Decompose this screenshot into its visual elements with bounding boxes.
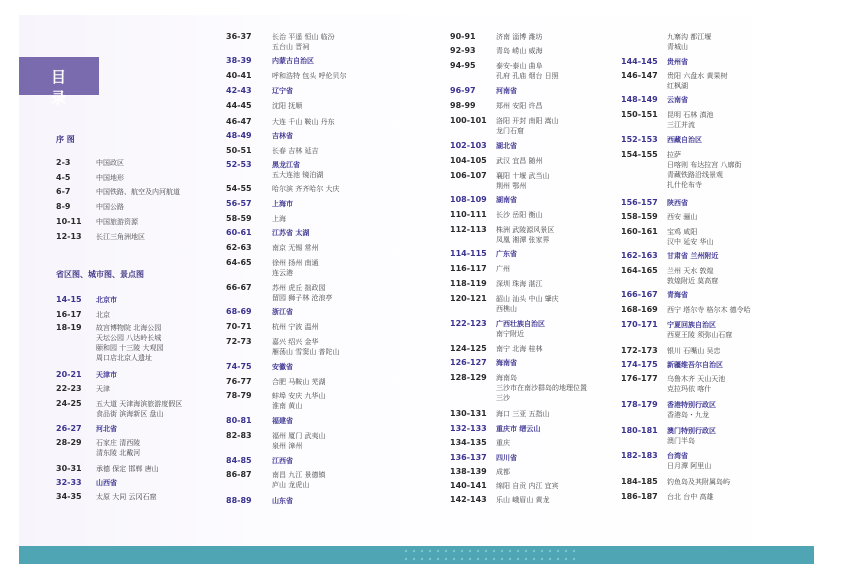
- entry-title: 福州 厦门 武夷山: [272, 432, 326, 440]
- entry-title: 哈尔滨 齐齐哈尔 大庆: [272, 185, 340, 193]
- page-range: 172-173: [621, 346, 658, 355]
- entry-subtitle: 庐山 龙虎山: [272, 481, 310, 489]
- continued-entry-line: 青城山: [667, 43, 688, 51]
- entry-title: 大连 千山 鞍山 丹东: [272, 118, 335, 126]
- entry-title: 中国公路: [96, 203, 124, 211]
- page-range: 182-183: [621, 451, 658, 460]
- page-range: 62-63: [226, 243, 252, 252]
- page-range: 18-19: [56, 323, 82, 332]
- page-range: 160-161: [621, 227, 658, 236]
- page-range: 150-151: [621, 110, 658, 119]
- entry-title: 海南省: [496, 358, 517, 367]
- page-range: 124-125: [450, 344, 487, 353]
- page-range: 122-123: [450, 319, 487, 328]
- entry-subtitle: 敦煌附近 莫高窟: [667, 277, 719, 285]
- entry-title: 青岛 崂山 威海: [496, 47, 543, 55]
- page-range: 100-101: [450, 116, 487, 125]
- entry-subtitle: 红枫湖: [667, 82, 688, 90]
- page-range: 130-131: [450, 409, 487, 418]
- entry-title: 长沙 岳阳 衡山: [496, 211, 543, 219]
- entry-title: 重庆: [496, 439, 510, 447]
- entry-title: 陕西省: [667, 198, 688, 207]
- page-range: 176-177: [621, 374, 658, 383]
- page-range: 94-95: [450, 61, 476, 70]
- entry-subtitle: 克拉玛依 喀什: [667, 385, 712, 393]
- entry-title: 兰州 天水 敦煌: [667, 267, 714, 275]
- entry-subtitle: 淮南 黄山: [272, 402, 303, 410]
- entry-title: 郑州 安阳 许昌: [496, 102, 543, 110]
- page-range: 142-143: [450, 495, 487, 504]
- entry-title: 江西省: [272, 456, 293, 465]
- toc-column-3: [450, 0, 620, 560]
- entry-title: 广西壮族自治区: [496, 319, 545, 328]
- entry-title: 五大道 天津海滨旅游度假区: [96, 400, 183, 408]
- entry-title: 辽宁省: [272, 86, 293, 95]
- entry-subtitle: 西樵山: [496, 305, 517, 313]
- entry-title: 武汉 宜昌 随州: [496, 157, 543, 165]
- entry-title: 天津: [96, 385, 110, 393]
- entry-title: 台湾省: [667, 451, 688, 460]
- entry-subtitle: 留园 狮子林 沧浪亭: [272, 294, 333, 302]
- entry-subtitle: 青藏铁路沿线景观: [667, 171, 723, 179]
- page-range: 50-51: [226, 146, 252, 155]
- toc-column-2: [226, 0, 446, 560]
- page-range: 84-85: [226, 456, 252, 465]
- entry-subtitle: 五大连池 镜泊湖: [272, 171, 324, 179]
- page-range: 180-181: [621, 426, 658, 435]
- entry-title: 呼和浩特 包头 呼伦贝尔: [272, 72, 347, 80]
- entry-title: 济南 淄博 潍坊: [496, 33, 543, 41]
- entry-title: 襄阳 十堰 武当山: [496, 172, 550, 180]
- page-range: 158-159: [621, 212, 658, 221]
- page-range: 74-75: [226, 362, 252, 371]
- entry-title: 长春 吉林 延吉: [272, 147, 319, 155]
- entry-title: 长江三角洲地区: [96, 233, 145, 241]
- page-range: 162-163: [621, 251, 658, 260]
- page-range: 36-37: [226, 32, 252, 41]
- entry-subtitle: 三沙市在南沙群岛的地理位置: [496, 384, 587, 392]
- entry-title: 中国政区: [96, 159, 124, 167]
- entry-title: 浙江省: [272, 307, 293, 316]
- toc-column-1: [56, 0, 226, 560]
- entry-title: 杭州 宁波 温州: [272, 323, 319, 331]
- page-range: 38-39: [226, 56, 252, 65]
- entry-title: 黑龙江省: [272, 160, 300, 169]
- entry-title: 广东省: [496, 249, 517, 258]
- entry-title: 新疆维吾尔自治区: [667, 360, 723, 369]
- entry-title: 贵阳 六盘水 黄果树: [667, 72, 728, 80]
- toc-title: 目 录: [51, 68, 76, 107]
- continued-entry-line: 九寨沟 都江堰: [667, 33, 712, 41]
- entry-title: 贵州省: [667, 57, 688, 66]
- entry-title: 长治 平遥 恒山 临汾: [272, 33, 335, 41]
- entry-title: 合肥 马鞍山 芜湖: [272, 378, 326, 386]
- entry-subtitle: 龙门石窟: [496, 127, 524, 135]
- entry-title: 山东省: [272, 496, 293, 505]
- section-preface: 序 图: [56, 134, 75, 144]
- page-range: 52-53: [226, 160, 252, 169]
- entry-subtitle: 三沙: [496, 394, 510, 402]
- page-range: 92-93: [450, 46, 476, 55]
- page-range: 146-147: [621, 71, 658, 80]
- entry-title: 西安 骊山: [667, 213, 698, 221]
- entry-title: 韶山 汕头 中山 肇庆: [496, 295, 559, 303]
- entry-subtitle: 周口店北京人遗址: [96, 354, 152, 362]
- entry-title: 成都: [496, 468, 510, 476]
- page-range: 56-57: [226, 199, 252, 208]
- page-range: 168-169: [621, 305, 658, 314]
- page-range: 116-117: [450, 264, 487, 273]
- page-range: 104-105: [450, 156, 487, 165]
- page-range: 68-69: [226, 307, 252, 316]
- entry-subtitle: 雁荡山 雪窦山 普陀山: [272, 348, 340, 356]
- page-range: 144-145: [621, 57, 658, 66]
- page-range: 186-187: [621, 492, 658, 501]
- entry-title: 重庆市 缙云山: [496, 424, 541, 433]
- entry-title: 南昌 九江 景德镇: [272, 471, 326, 479]
- entry-subtitle: 汉中 延安 华山: [667, 238, 714, 246]
- entry-title: 中国铁路、航空及内河航道: [96, 188, 180, 196]
- page-range: 88-89: [226, 496, 252, 505]
- entry-title: 蚌埠 安庆 九华山: [272, 392, 326, 400]
- entry-subtitle: 日喀则 布达拉宫 八廓街: [667, 161, 742, 169]
- page-range: 108-109: [450, 195, 487, 204]
- page-range: 12-13: [56, 232, 82, 241]
- page-range: 20-21: [56, 370, 82, 379]
- entry-title: 南宁 北海 桂林: [496, 345, 543, 353]
- entry-title: 绵阳 自贡 内江 宜宾: [496, 482, 559, 490]
- page-range: 4-5: [56, 173, 71, 182]
- section-regions: 省区图、城市图、景点图: [56, 269, 144, 279]
- page-range: 184-185: [621, 477, 658, 486]
- entry-subtitle: 凤凰 湘潭 张家界: [496, 236, 550, 244]
- entry-subtitle: 澳门半岛: [667, 437, 695, 445]
- page-range: 48-49: [226, 131, 252, 140]
- page-range: 6-7: [56, 187, 71, 196]
- page-range: 136-137: [450, 453, 487, 462]
- entry-subtitle: 清东陵 北戴河: [96, 449, 141, 457]
- entry-title: 洛阳 开封 南阳 嵩山: [496, 117, 559, 125]
- entry-title: 上海市: [272, 199, 293, 208]
- page-range: 138-139: [450, 467, 487, 476]
- entry-title: 天津市: [96, 370, 117, 379]
- footer-dot-pattern: [402, 547, 578, 563]
- entry-title: 南京 无锡 常州: [272, 244, 319, 252]
- entry-title: 嘉兴 绍兴 金华: [272, 338, 319, 346]
- entry-title: 泰安-泰山 曲阜: [496, 62, 543, 70]
- entry-title: 沈阳 抚顺: [272, 102, 303, 110]
- entry-title: 山西省: [96, 478, 117, 487]
- page-range: 78-79: [226, 391, 252, 400]
- page-range: 132-133: [450, 424, 487, 433]
- entry-title: 银川 石嘴山 吴忠: [667, 347, 721, 355]
- page-range: 2-3: [56, 158, 71, 167]
- page-range: 64-65: [226, 258, 252, 267]
- entry-subtitle: 连云港: [272, 269, 293, 277]
- entry-title: 海南岛: [496, 374, 517, 382]
- entry-title: 甘肃省 兰州附近: [667, 251, 719, 260]
- entry-subtitle: 食品街 滨海新区 盘山: [96, 410, 164, 418]
- entry-title: 湖北省: [496, 141, 517, 150]
- page-range: 154-155: [621, 150, 658, 159]
- page-range: 90-91: [450, 32, 476, 41]
- entry-title: 四川省: [496, 453, 517, 462]
- entry-title: 吉林省: [272, 131, 293, 140]
- page-range: 28-29: [56, 438, 82, 447]
- entry-title: 乐山 峨眉山 黄龙: [496, 496, 550, 504]
- entry-title: 宝鸡 咸阳: [667, 228, 698, 236]
- page-range: 86-87: [226, 470, 252, 479]
- entry-subtitle: 颐和园 十三陵 大观园: [96, 344, 164, 352]
- page-range: 54-55: [226, 184, 252, 193]
- page-range: 110-111: [450, 210, 487, 219]
- page-range: 24-25: [56, 399, 82, 408]
- page-range: 126-127: [450, 358, 487, 367]
- page-range: 134-135: [450, 438, 487, 447]
- entry-title: 苏州 虎丘 拙政园: [272, 284, 326, 292]
- page-range: 114-115: [450, 249, 487, 258]
- page-range: 72-73: [226, 337, 252, 346]
- entry-title: 河北省: [96, 424, 117, 433]
- page-range: 66-67: [226, 283, 252, 292]
- page-range: 178-179: [621, 400, 658, 409]
- entry-title: 徐州 扬州 南通: [272, 259, 319, 267]
- entry-subtitle: 天坛公园 八达岭长城: [96, 334, 162, 342]
- entry-title: 云南省: [667, 95, 688, 104]
- entry-title: 中国地形: [96, 174, 124, 182]
- page-range: 80-81: [226, 416, 252, 425]
- entry-title: 中国旅游资源: [96, 218, 138, 226]
- entry-subtitle: 孔府 孔庙 烟台 日照: [496, 72, 559, 80]
- entry-title: 福建省: [272, 416, 293, 425]
- page-range: 26-27: [56, 424, 82, 433]
- entry-title: 深圳 珠海 湛江: [496, 280, 543, 288]
- entry-subtitle: 三江并流: [667, 121, 695, 129]
- entry-title: 宁夏回族自治区: [667, 320, 716, 329]
- entry-title: 安徽省: [272, 362, 293, 371]
- entry-title: 昆明 石林 滇池: [667, 111, 714, 119]
- entry-subtitle: 香港岛・九龙: [667, 411, 709, 419]
- page-range: 118-119: [450, 279, 487, 288]
- entry-title: 海口 三亚 五指山: [496, 410, 550, 418]
- entry-title: 株洲 武陵源风景区: [496, 226, 555, 234]
- page-range: 34-35: [56, 492, 82, 501]
- entry-title: 青海省: [667, 290, 688, 299]
- entry-subtitle: 南宁附近: [496, 330, 524, 338]
- entry-title: 河南省: [496, 86, 517, 95]
- page-range: 112-113: [450, 225, 487, 234]
- page-range: 82-83: [226, 431, 252, 440]
- entry-title: 台北 台中 高雄: [667, 493, 714, 501]
- entry-title: 西宁 塔尔寺 格尔木 德令哈: [667, 306, 751, 314]
- entry-title: 西藏自治区: [667, 135, 702, 144]
- page-range: 32-33: [56, 478, 82, 487]
- toc-column-4: [621, 0, 821, 560]
- entry-subtitle: 泉州 漳州: [272, 442, 303, 450]
- page-range: 44-45: [226, 101, 252, 110]
- entry-title: 钓鱼岛及其附属岛屿: [667, 478, 730, 486]
- entry-title: 北京: [96, 311, 110, 319]
- page-range: 128-129: [450, 373, 487, 382]
- entry-title: 故宫博物院 北海公园: [96, 324, 162, 332]
- page-range: 166-167: [621, 290, 658, 299]
- entry-subtitle: 日月潭 阿里山: [667, 462, 712, 470]
- page-range: 42-43: [226, 86, 252, 95]
- page-range: 60-61: [226, 228, 252, 237]
- page-range: 164-165: [621, 266, 658, 275]
- page-range: 174-175: [621, 360, 658, 369]
- entry-title: 拉萨: [667, 151, 681, 159]
- entry-subtitle: 五台山 晋祠: [272, 43, 310, 51]
- entry-title: 石家庄 清西陵: [96, 439, 141, 447]
- entry-title: 承德 保定 邯郸 唐山: [96, 465, 159, 473]
- page-range: 58-59: [226, 214, 252, 223]
- page-range: 156-157: [621, 198, 658, 207]
- page-range: 102-103: [450, 141, 487, 150]
- entry-title: 湖南省: [496, 195, 517, 204]
- entry-title: 广州: [496, 265, 510, 273]
- page-range: 8-9: [56, 202, 71, 211]
- entry-title: 乌鲁木齐 天山天池: [667, 375, 726, 383]
- page-range: 148-149: [621, 95, 658, 104]
- entry-title: 太原 大同 云冈石窟: [96, 493, 157, 501]
- page-range: 30-31: [56, 464, 82, 473]
- page-range: 96-97: [450, 86, 476, 95]
- page-range: 14-15: [56, 295, 82, 304]
- page-range: 16-17: [56, 310, 82, 319]
- page-range: 170-171: [621, 320, 658, 329]
- entry-subtitle: 荆州 鄂州: [496, 182, 527, 190]
- entry-title: 江苏省 太湖: [272, 228, 310, 237]
- entry-subtitle: 扎什伦布寺: [667, 181, 702, 189]
- page-range: 70-71: [226, 322, 252, 331]
- page-range: 140-141: [450, 481, 487, 490]
- page-range: 152-153: [621, 135, 658, 144]
- page-range: 10-11: [56, 217, 82, 226]
- entry-title: 澳门特别行政区: [667, 426, 716, 435]
- page-range: 22-23: [56, 384, 82, 393]
- page-range: 106-107: [450, 171, 487, 180]
- page-range: 46-47: [226, 117, 252, 126]
- entry-title: 北京市: [96, 295, 117, 304]
- entry-subtitle: 西夏王陵 须弥山石窟: [667, 331, 733, 339]
- entry-title: 上海: [272, 215, 286, 223]
- page-range: 76-77: [226, 377, 252, 386]
- page-range: 98-99: [450, 101, 476, 110]
- entry-title: 香港特别行政区: [667, 400, 716, 409]
- page-range: 40-41: [226, 71, 252, 80]
- entry-title: 内蒙古自治区: [272, 56, 314, 65]
- page-range: 120-121: [450, 294, 487, 303]
